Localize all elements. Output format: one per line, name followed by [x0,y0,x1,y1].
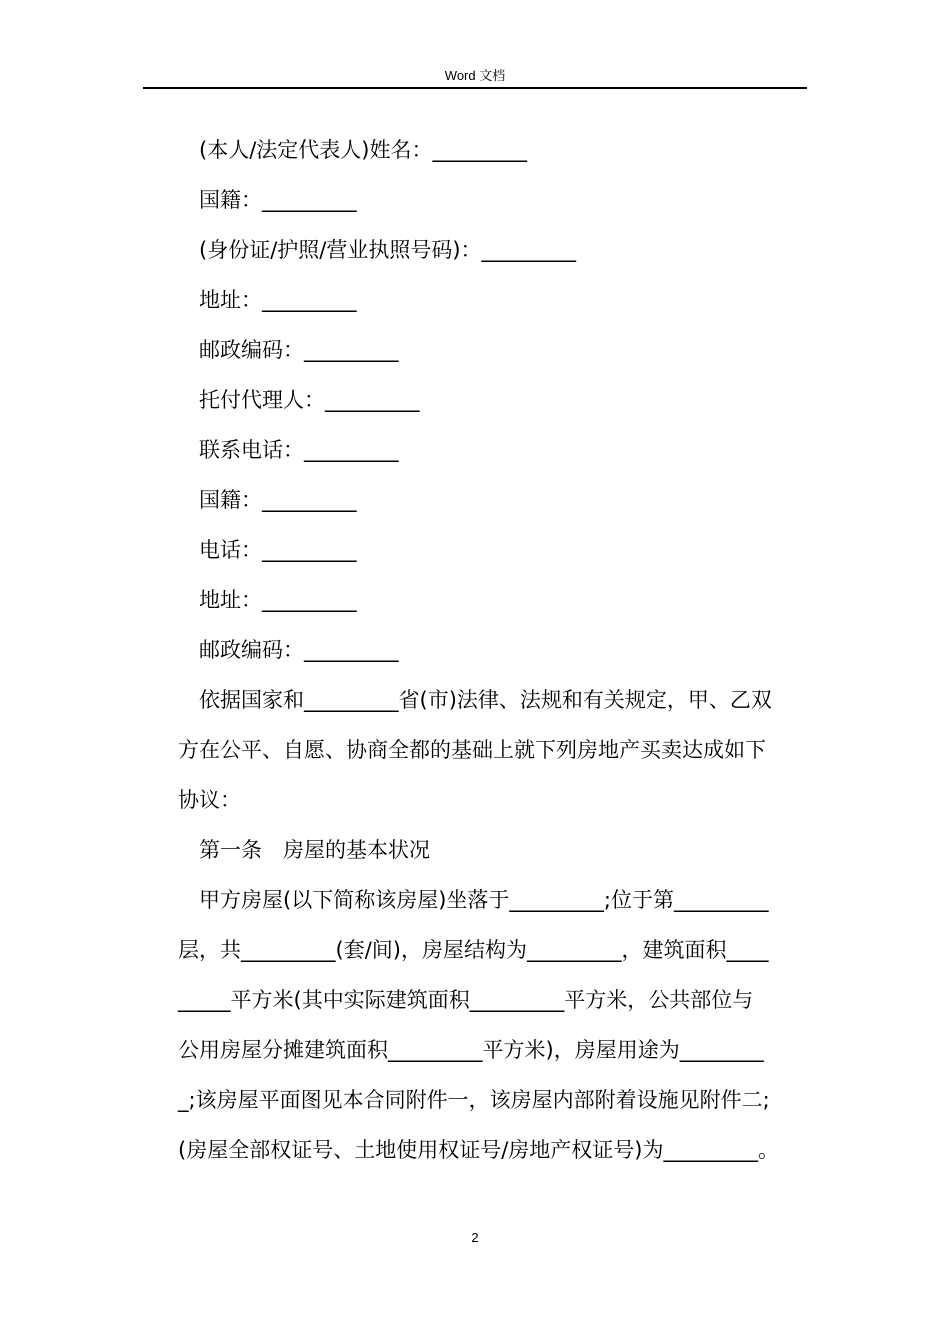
paragraph-line: (房屋全部权证号、土地使用权证号/房地产权证号)为_________。 [178,1138,779,1162]
id-number-field-line: (身份证/护照/营业执照号码)：_________ [199,238,577,262]
postal-code-field-line: 邮政编码：_________ [199,338,399,362]
paragraph-line: 方在公平、自愿、协商全都的基础上就下列房地产买卖达成如下 [178,738,766,762]
paragraph-line: 依据国家和_________省(市)法律、法规和有关规定，甲、乙双 [199,688,772,712]
page-header: Word 文档 [444,68,506,83]
paragraph-line: _____平方米(其中实际建筑面积_________平方米，公共部位与 [178,988,754,1012]
paragraph-line: 甲方房屋(以下简称该房屋)坐落于_________;位于第_________ [199,888,769,912]
name-field-line: (本人/法定代表人)姓名：_________ [199,138,527,162]
agent-nationality-field-line: 国籍：_________ [199,488,357,512]
document-body [178,125,808,1175]
agent-address-field-line: 地址：_________ [199,588,357,612]
header-divider [143,87,807,89]
paragraph-line: 层，共_________(套/间)，房屋结构为_________，建筑面积____ [178,938,769,962]
agent-postal-code-field-line: 邮政编码：_________ [199,638,399,662]
address-field-line: 地址：_________ [199,288,357,312]
nationality-field-line: 国籍：_________ [199,188,357,212]
contact-phone-field-line: 联系电话：_________ [199,438,399,462]
article-heading: 第一条 房屋的基本状况 [199,838,430,862]
paragraph-line: 协议： [178,788,241,812]
page-number: 2 [471,1230,479,1245]
paragraph-line: _;该房屋平面图见本合同附件一，该房屋内部附着设施见附件二; [178,1088,770,1112]
agent-field-line: 托付代理人：_________ [199,388,420,412]
phone-field-line: 电话：_________ [199,538,357,562]
paragraph-line: 公用房屋分摊建筑面积_________平方米)，房屋用途为________ [178,1038,764,1062]
